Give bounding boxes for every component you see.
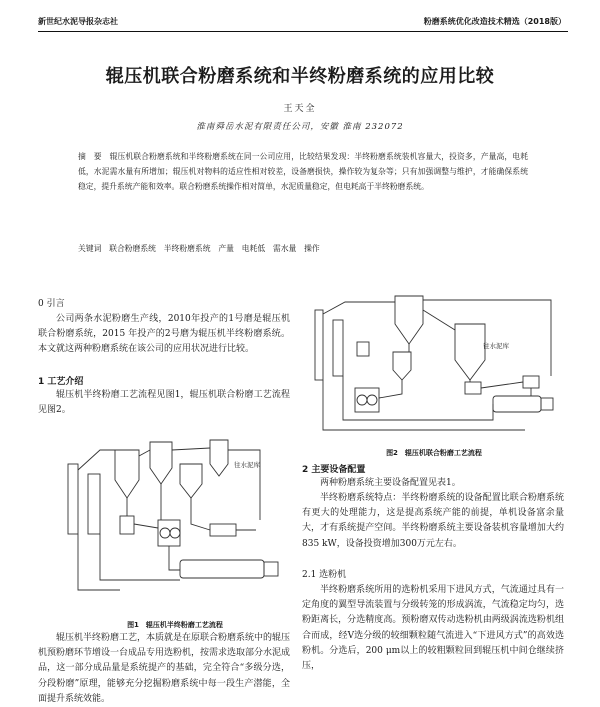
figure-2-diagram [305,290,563,445]
article-affiliation: 淮南舜岳水泥有限责任公司，安徽 淮南 232072 [196,122,404,132]
figure-2-caption: 图2 辊压机联合粉磨工艺流程 [386,449,482,457]
figure-2-label: 往水泥库 [483,342,509,350]
abstract: 摘 要 辊压机联合粉磨系统和半终粉磨系统在同一公司应用，比较结果发现：半终粉磨系统装机容量大，投资多，产量高，电耗低，水泥需水量有所增加；辊压机对物料的适应性相对较差，设备磨损快，操作较为复杂等；只有加强调整与维护，才能确保系统稳定，提升系统产能和效率。联合粉磨系统操作相对简单，水泥质量稳定，但电耗高于半终粉磨系统。 [78,152,528,191]
section-2-text-2: 半终粉磨系统特点：半终粉磨系统的设备配置比联合粉磨系统有更大的处理能力，这是提高系统产能的前提，单机设备富余量大，才有系统提产空间。半终粉磨系统主要设备装机容量增加大约835 kW，设备投资增加300万元左右。 [302,493,564,549]
section-2-title: 2 主要设备配置 [302,465,366,475]
article-title: 辊压机联合粉磨系统和半终粉磨系统的应用比较 [105,66,495,87]
section-2-1-text: 半终粉磨系统所用的选粉机采用下进风方式，气流通过具有一定角度的翼型导流装置与分级转笼的形成涡流，气流稳定均匀，选粉距离长，分选精度高。预粉磨双传动选粉机由两级涡流选粉机组合而成，经V选分级的较细颗粒随气流进入“下进风方式”的高效选粉机。分选后，200 μm以上的较粗颗粒回到辊压机中间仓继续挤压， [302,585,564,672]
section-2-1-title: 2.1 选粉机 [302,570,347,580]
figure-1-diagram [60,420,290,615]
section-0-text: 公司两条水泥粉磨生产线，2010年投产的1号磨是辊压机联合粉磨系统，2015 年投产的2号磨为辊压机半终粉磨系统。本文就这两种粉磨系统在该公司的应用状况进行比较。 [38,314,290,355]
running-header-right: 粉磨系统优化改造技术精选（2018版） [423,17,566,26]
figure-1-caption: 图1 辊压机半终粉磨工艺流程 [127,621,223,629]
header-rule [38,31,568,32]
section-1-title: 1 工艺介绍 [38,377,84,387]
after-figure-1-text: 辊压机半终粉磨工艺，本质就是在原联合粉磨系统中的辊压机预粉磨环节增设一台成品专用选粉机，按需求选取部分水泥成品，这一部分成品量是系统提产的基础，完全符合“多级分选，分段粉磨”原理，能够充分挖掘粉磨系统中每一段生产潜能，全面提升系统效能。 [38,633,291,704]
article-author: 王天全 [283,104,317,114]
section-1-text: 辊压机半终粉磨工艺流程见图1，辊压机联合粉磨工艺流程见图2。 [38,390,290,416]
keywords: 关键词 联合粉磨系统 半终粉磨系统 产量 电耗低 需水量 操作 [78,244,320,253]
running-header-left: 新世纪水泥导报杂志社 [38,17,118,26]
figure-1-label: 往水泥库 [234,461,260,469]
section-0-title: 0 引言 [38,299,65,309]
section-2-text-1: 两种粉磨系统主要设备配置见表1。 [320,478,461,488]
